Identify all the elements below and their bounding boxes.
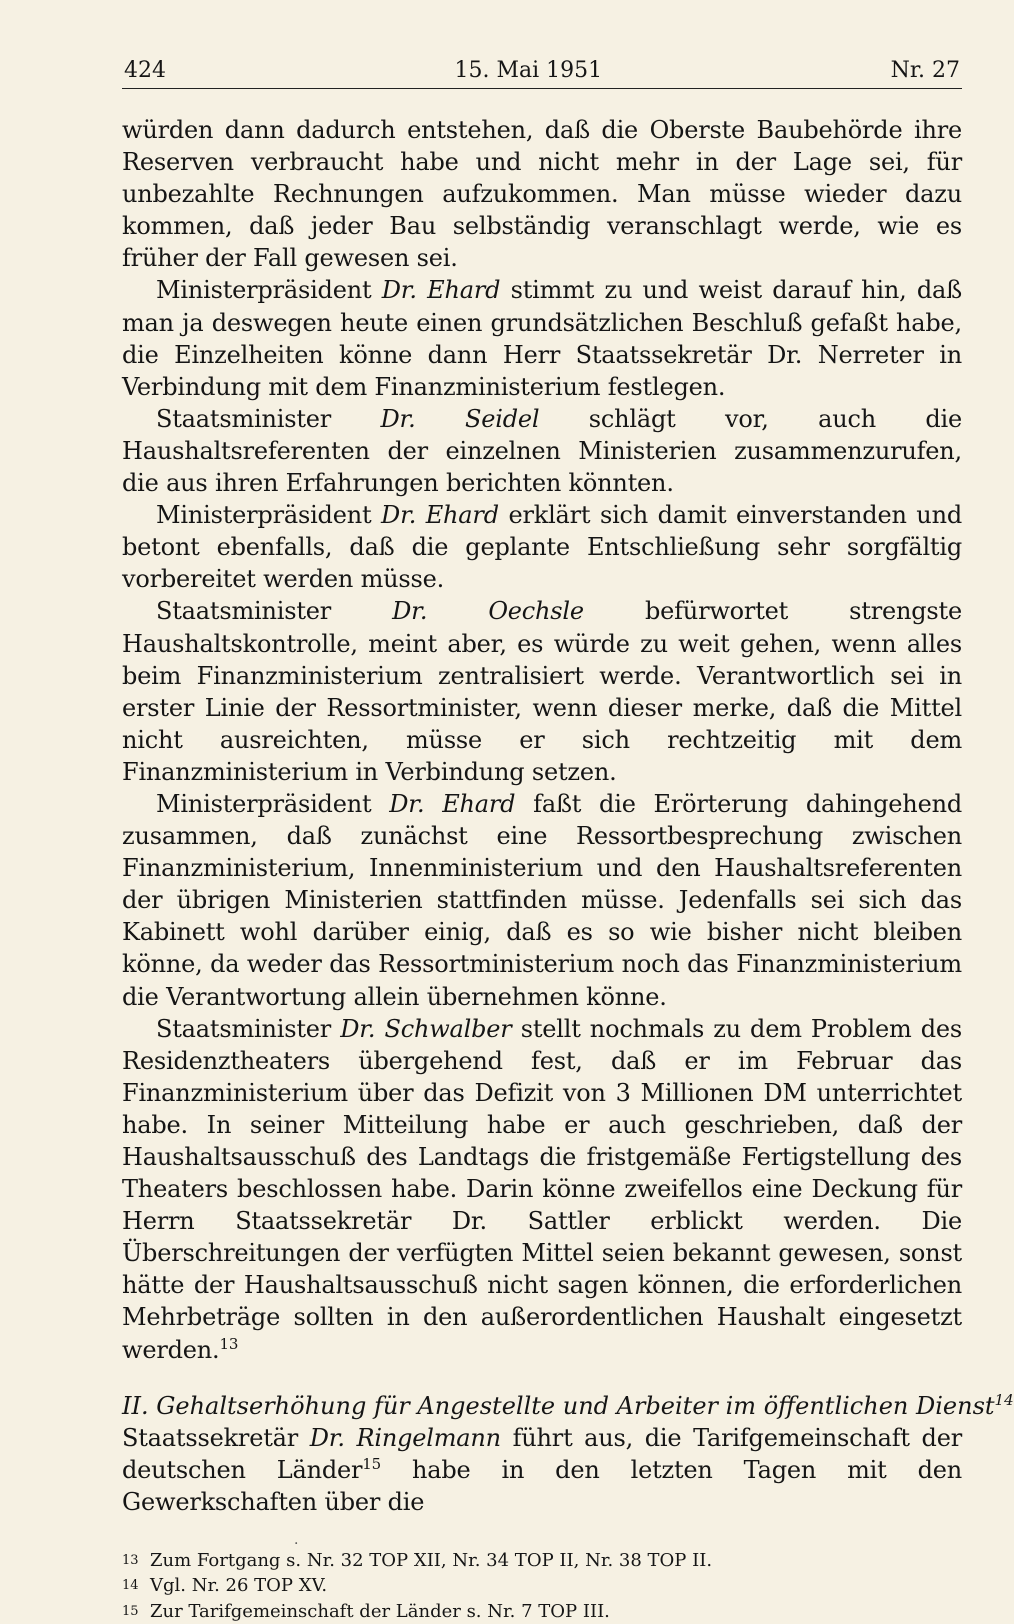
paragraph-text: Ministerpräsident <box>156 789 390 818</box>
paragraph-text: Staatsminister <box>156 404 381 433</box>
paragraph <box>122 595 962 788</box>
footnote-text: Zum Fortgang s. Nr. 32 TOP XII, Nr. 34 TOP II, Nr. 38 TOP II. <box>150 1549 713 1571</box>
paragraph <box>122 1422 962 1518</box>
paragraph <box>122 114 962 274</box>
paragraph-text: befürwortet strengste Haushaltskontrolle, meint aber, es würde zu weit gehen, wenn alles beim Finanzministerium zentralisiert werde. Verantwortlich sei in erster Linie der Ressortminister, wenn dieser merke, daß die Mittel nicht ausreichten, müsse er sich rechtzeitig mit dem Finanzministerium in Verbindung setzen. <box>122 597 962 786</box>
document-page <box>122 56 1014 1624</box>
footnote <box>122 1548 962 1574</box>
footnote-number: 15 <box>122 1603 139 1619</box>
paragraph-text: Ministerpräsident <box>156 276 382 305</box>
footnote-text: Zur Tarifgemeinschaft der Länder s. Nr. 7 TOP III. <box>150 1600 610 1622</box>
paragraph-text: erklärt sich damit einverstanden und betont ebenfalls, daß die geplante Entschließung sehr sorgfältig vorbereitet werden müsse. <box>122 501 962 594</box>
footnote-number: 14 <box>122 1578 139 1594</box>
paragraph <box>122 1013 962 1366</box>
paragraph-text: faßt die Erörterung dahingehend zusammen, daß zunächst eine Ressortbesprechung zwischen Finanzministerium, Innenministerium und den Haushaltsreferenten der übrigen Ministerien stattfinden müsse. Jedenfalls sei sich das Kabinett wohl darüber einig, daß es so wie bisher nicht bleiben könne, da weder das Ressortministerium noch das Finanzministerium die Verantwortung allein übernehmen könne. <box>122 789 962 1011</box>
section-title: II. Gehaltserhöhung für Angestellte und Arbeiter im öffentlichen Dienst <box>122 1391 995 1420</box>
footnote <box>122 1599 962 1624</box>
footnote-number: 13 <box>122 1552 139 1568</box>
footnotes <box>122 1548 962 1624</box>
speaker-name: Dr. Ehard <box>381 276 501 305</box>
speaker-name: Dr. Ehard <box>381 501 499 530</box>
paragraph-text: führt aus, die Tarifgemeinschaft der deutschen Länder <box>122 1423 962 1484</box>
paragraph <box>122 788 962 1013</box>
footnote-reference[interactable]: 14 <box>994 1390 1014 1409</box>
speaker-name: Dr. Oechsle <box>392 597 584 626</box>
print-mark: · <box>294 1536 299 1552</box>
footnote-reference[interactable]: 13 <box>219 1334 239 1353</box>
document-number: Nr. 27 <box>890 58 960 83</box>
paragraph-text: Ministerpräsident <box>156 501 382 530</box>
paragraph <box>122 403 962 499</box>
speaker-name: Dr. Ehard <box>389 789 516 818</box>
paragraph-text: stimmt zu und weist darauf hin, daß man ja deswegen heute einen grundsätzlichen Beschluß gefaßt habe, die Einzelheiten könne dann Herr Staatssekretär Dr. Nerreter in Verbindung mit dem Finanzministerium festlegen. <box>122 276 962 401</box>
paragraph-text: stellt nochmals zu dem Problem des Residenztheaters übergehend fest, daß er im Februar das Finanzministerium über das Defizit von 3 Millionen DM unterrichtet habe. In seiner Mitteilung habe er auch geschrieben, daß der Haushaltsausschuß des Landtags die fristgemäße Fertigstellung des Theaters beschlossen habe. Darin könne zweifellos eine Deckung für Herrn Staatssekretär Dr. Sattler erblickt werden. Die Überschreitungen der verfügten Mittel seien bekannt gewesen, sonst hätte der Haushaltsausschuß nicht sagen können, die erforderlichen Mehrbeträge sollten in den außerordentlichen Haushalt eingesetzt werden. <box>122 1014 962 1364</box>
running-head <box>122 56 962 89</box>
paragraph-text: schlägt vor, auch die Haushaltsreferenten der einzelnen Ministerien zusammenzurufen, die aus ihren Erfahrungen berichten könnten. <box>122 404 963 498</box>
footnote-text: Vgl. Nr. 26 TOP XV. <box>150 1575 328 1597</box>
header-date: 15. Mai 1951 <box>454 58 603 83</box>
paragraph <box>122 274 962 402</box>
paragraph-text: habe in den letzten Tagen mit den Gewerkschaften über die <box>122 1455 962 1516</box>
paragraph <box>122 499 962 595</box>
speaker-name: Dr. Seidel <box>380 404 540 433</box>
paragraph-text: würden dann dadurch entstehen, daß die Oberste Baubehörde ihre Reserven verbraucht habe und nicht mehr in der Lage sei, für unbezahlte Rechnungen aufzukommen. Man müsse wieder dazu kommen, daß jeder Bau selbständig veranschlagt werde, wie es früher der Fall gewesen sei. <box>122 116 962 273</box>
body-text-continued <box>122 1422 962 1518</box>
section-heading <box>122 1390 1014 1422</box>
speaker-name: Dr. Ringelmann <box>309 1423 501 1452</box>
paragraph-text: Staatsminister <box>156 597 393 626</box>
footnote-reference[interactable]: 15 <box>362 1454 381 1473</box>
body-text <box>122 114 962 1366</box>
paragraph-text: Staatsminister <box>156 1014 341 1043</box>
footnote <box>122 1573 962 1599</box>
page-number: 424 <box>124 58 166 83</box>
paragraph-text: Staatssekretär <box>122 1423 310 1452</box>
speaker-name: Dr. Schwalber <box>340 1014 512 1043</box>
